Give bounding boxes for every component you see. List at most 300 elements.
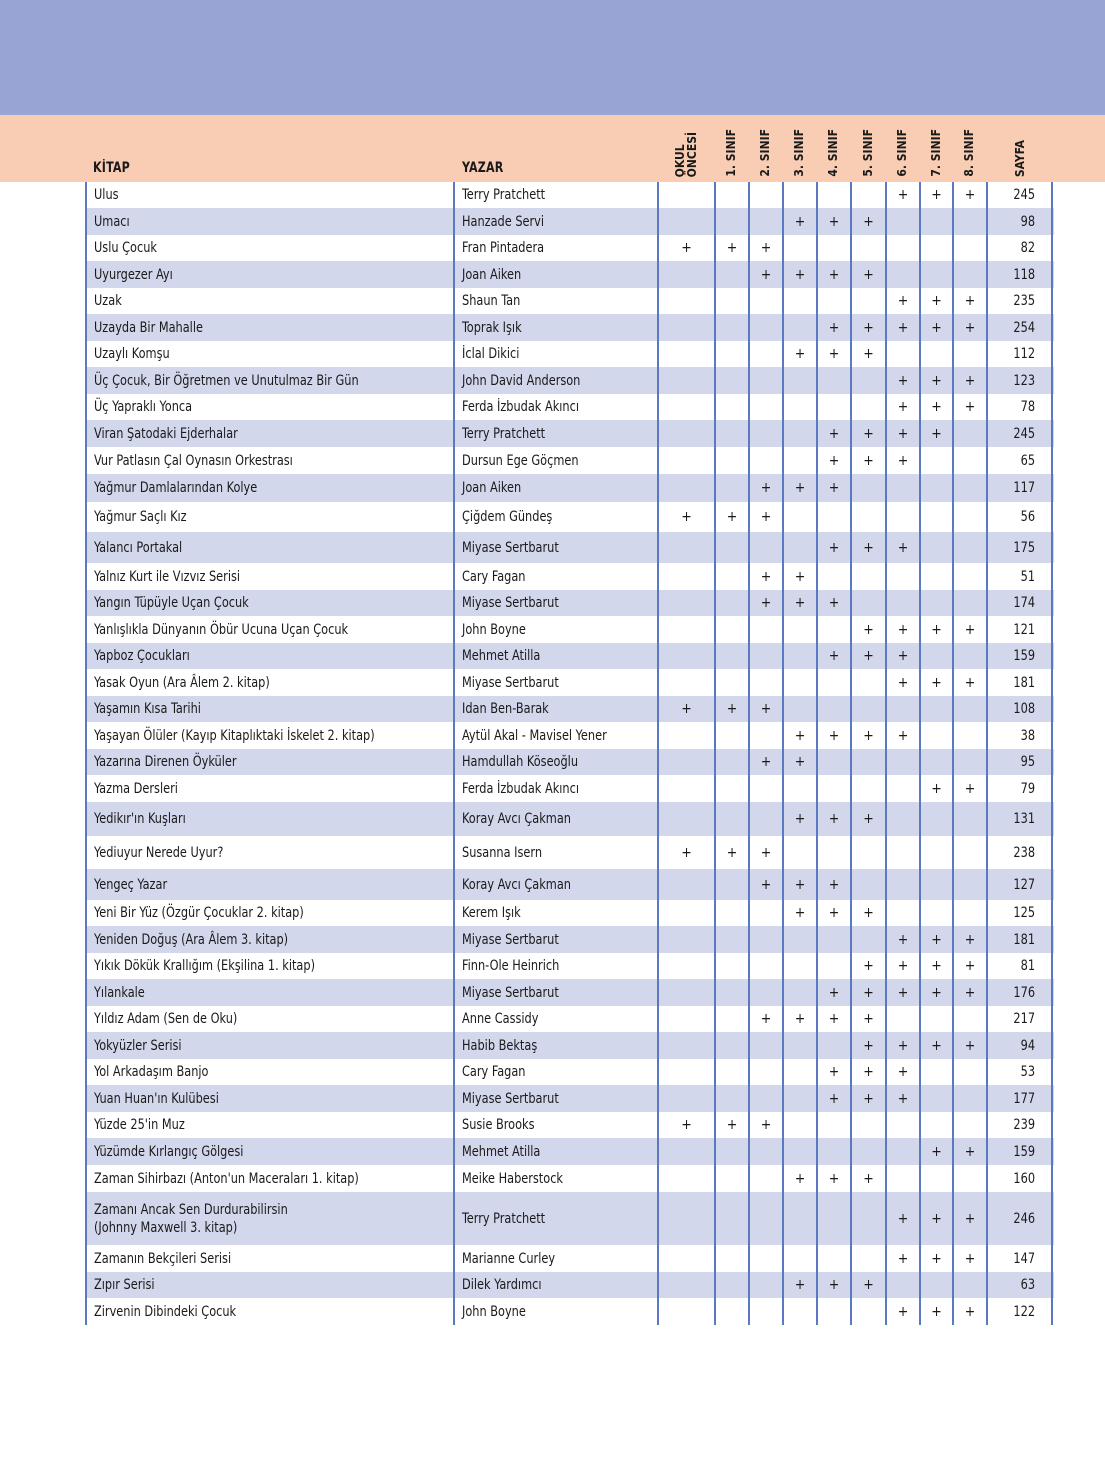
- grade-cell: [919, 802, 952, 836]
- grade-cell: [885, 643, 919, 669]
- book-title-cell: [85, 953, 453, 979]
- table-row: [85, 1085, 1054, 1112]
- grade-cell: [885, 869, 919, 900]
- book-title-cell: [85, 288, 453, 314]
- book-title-cell: [85, 869, 453, 900]
- grade-cell: [816, 869, 850, 900]
- page-count-cell: [986, 775, 1053, 802]
- grade-cell: [714, 314, 748, 341]
- book-title-cell: [85, 447, 453, 474]
- column-header-grade-label: 1. SINIF: [724, 129, 738, 177]
- grade-cell: [952, 420, 986, 447]
- grade-cell: [952, 1245, 986, 1272]
- column-header-yazar: YAZAR: [462, 160, 504, 176]
- grade-mark: +: [931, 621, 942, 638]
- table-row: [85, 1032, 1054, 1059]
- table-row: [85, 900, 1054, 926]
- grade-cell: [748, 749, 782, 775]
- column-header-grade-label: 6. SINIF: [895, 129, 909, 177]
- grade-cell: [885, 420, 919, 447]
- table-row: [85, 447, 1054, 474]
- grade-mark: +: [794, 1277, 806, 1293]
- author-cell: [453, 420, 657, 447]
- grade-cell: [748, 1138, 782, 1165]
- page-count: 131: [1013, 811, 1035, 827]
- author-cell: [453, 836, 657, 869]
- page-count-cell: [986, 749, 1053, 775]
- grade-mark: +: [828, 1277, 840, 1293]
- table-row: [85, 1192, 1054, 1245]
- grade-cell: [850, 1059, 885, 1085]
- grade-cell: [816, 953, 850, 979]
- book-table: [85, 182, 1054, 1325]
- book-title-cell: [85, 208, 453, 235]
- grade-cell: [816, 1165, 850, 1192]
- grade-cell: [919, 775, 952, 802]
- grade-cell: [816, 1112, 850, 1138]
- grade-mark: +: [964, 1303, 976, 1320]
- author-cell: [453, 1165, 657, 1192]
- grade-cell: [919, 1085, 952, 1112]
- grade-cell: [748, 563, 782, 590]
- table-row: [85, 749, 1054, 775]
- table-row: [85, 261, 1054, 288]
- page-count: 98: [1020, 213, 1035, 230]
- grade-cell: [885, 235, 919, 261]
- grade-cell: [657, 1138, 714, 1165]
- book-title: Yapboz Çocukları: [94, 648, 190, 664]
- grade-cell: [782, 953, 816, 979]
- grade-cell: [782, 669, 816, 696]
- table-row: [85, 235, 1054, 261]
- author-cell: [453, 314, 657, 341]
- grade-cell: [850, 447, 885, 474]
- grade-mark: +: [863, 346, 874, 362]
- page-count-cell: [986, 341, 1053, 367]
- column-header-grade-label: 8. SINIF: [962, 129, 976, 177]
- grade-cell: [657, 367, 714, 394]
- grade-cell: [850, 926, 885, 953]
- grade-mark: +: [726, 240, 738, 256]
- grade-cell: [782, 1032, 816, 1059]
- author-cell: [453, 669, 657, 696]
- page-count: 235: [1013, 293, 1035, 309]
- grade-cell: [657, 643, 714, 669]
- grade-cell: [748, 314, 782, 341]
- grade-cell: [952, 532, 986, 563]
- grade-cell: [657, 775, 714, 802]
- grade-cell: [657, 1085, 714, 1112]
- book-title: Umacı: [94, 213, 130, 230]
- grade-mark: +: [828, 480, 840, 496]
- grade-cell: [782, 394, 816, 420]
- grade-cell: [816, 288, 850, 314]
- grade-cell: [850, 532, 885, 563]
- page-count-cell: [986, 1298, 1053, 1325]
- author-name: Aytül Akal - Mavisel Yener: [462, 727, 607, 744]
- grade-cell: [885, 749, 919, 775]
- page-count: 108: [1013, 701, 1035, 717]
- author-cell: [453, 696, 657, 722]
- grade-cell: [952, 288, 986, 314]
- grade-cell: [816, 979, 850, 1006]
- grade-cell: [748, 616, 782, 643]
- grade-cell: [657, 1272, 714, 1298]
- grade-cell: [850, 590, 885, 616]
- grade-cell: [919, 314, 952, 341]
- grade-mark: +: [794, 876, 806, 893]
- grade-mark: +: [931, 1303, 942, 1320]
- author-name: Ferda İzbudak Akıncı: [462, 399, 580, 415]
- grade-cell: [748, 1165, 782, 1192]
- grade-cell: [782, 869, 816, 900]
- grade-cell: [782, 775, 816, 802]
- grade-mark: +: [681, 509, 692, 525]
- author-cell: [453, 1245, 657, 1272]
- author-cell: [453, 1006, 657, 1032]
- grade-cell: [919, 979, 952, 1006]
- grade-cell: [782, 590, 816, 616]
- author-name: Finn-Ole Heinrich: [462, 958, 560, 974]
- author-name: Susanna Isern: [462, 844, 543, 861]
- grade-mark: +: [863, 213, 874, 230]
- grade-cell: [952, 722, 986, 749]
- grade-cell: [952, 1298, 986, 1325]
- grade-mark: +: [897, 984, 909, 1001]
- grade-cell: [816, 261, 850, 288]
- grade-mark: +: [828, 425, 840, 442]
- book-title: Yuan Huan'ın Kulübesi: [94, 1090, 219, 1107]
- author-cell: [453, 953, 657, 979]
- grade-cell: [657, 722, 714, 749]
- page-count: 176: [1013, 984, 1035, 1001]
- table-row: [85, 1298, 1054, 1325]
- grade-cell: [919, 643, 952, 669]
- grade-cell: [919, 420, 952, 447]
- grade-cell: [885, 802, 919, 836]
- author-name: John Boyne: [462, 621, 526, 638]
- table-row: [85, 182, 1054, 208]
- column-header-grade: [816, 115, 850, 177]
- grade-cell: [657, 1059, 714, 1085]
- grade-cell: [748, 836, 782, 869]
- book-title: Yaşayan Ölüler (Kayıp Kitaplıktaki İskelet 2. kitap): [94, 727, 375, 744]
- grade-mark: +: [863, 539, 874, 556]
- page-count: 160: [1013, 1170, 1035, 1187]
- grade-cell: [952, 836, 986, 869]
- grade-cell: [850, 802, 885, 836]
- grade-cell: [919, 288, 952, 314]
- grade-mark: +: [897, 1037, 909, 1054]
- book-title: Yazma Dersleri: [94, 780, 178, 797]
- book-title-cell: [85, 979, 453, 1006]
- page-count: 245: [1013, 187, 1035, 203]
- book-title: Üç Çocuk, Bir Öğretmen ve Unutulmaz Bir Gün: [94, 372, 359, 389]
- grade-mark: +: [931, 319, 942, 336]
- book-title: Yağmur Saçlı Kız: [94, 509, 187, 525]
- grade-cell: [657, 900, 714, 926]
- grade-cell: [816, 1085, 850, 1112]
- book-title-cell: [85, 696, 453, 722]
- book-title-cell: [85, 722, 453, 749]
- grade-cell: [714, 502, 748, 532]
- grade-mark: +: [964, 674, 976, 691]
- grade-cell: [748, 474, 782, 502]
- grade-cell: [748, 235, 782, 261]
- grade-cell: [816, 1138, 850, 1165]
- grade-cell: [748, 669, 782, 696]
- grade-cell: [885, 367, 919, 394]
- grade-mark: +: [863, 1277, 874, 1293]
- grade-cell: [748, 1192, 782, 1245]
- grade-cell: [816, 590, 850, 616]
- book-title: Yeni Bir Yüz (Özgür Çocuklar 2. kitap): [94, 905, 304, 921]
- author-cell: [453, 182, 657, 208]
- grade-cell: [714, 394, 748, 420]
- grade-cell: [657, 235, 714, 261]
- grade-mark: +: [681, 701, 692, 717]
- book-title-cell: [85, 1192, 453, 1245]
- grade-mark: +: [964, 1210, 976, 1227]
- grade-cell: [850, 836, 885, 869]
- grade-cell: [919, 749, 952, 775]
- grade-cell: [714, 261, 748, 288]
- page-count: 38: [1020, 727, 1035, 744]
- book-title: Yüzümde Kırlangıç Gölgesi: [94, 1143, 244, 1160]
- page-count: 217: [1013, 1011, 1035, 1027]
- grade-cell: [714, 749, 748, 775]
- grade-cell: [714, 722, 748, 749]
- author-name: Meike Haberstock: [462, 1170, 563, 1187]
- book-title: Yedikır'ın Kuşları: [94, 811, 186, 827]
- book-title-cell: [85, 1272, 453, 1298]
- page-count: 254: [1013, 319, 1035, 336]
- author-cell: [453, 1112, 657, 1138]
- grade-mark: +: [964, 399, 976, 415]
- grade-mark: +: [760, 509, 772, 525]
- author-name: Idan Ben-Barak: [462, 701, 549, 717]
- grade-cell: [782, 836, 816, 869]
- book-title: Yüzde 25'in Muz: [94, 1117, 185, 1133]
- author-cell: [453, 1272, 657, 1298]
- grade-mark: +: [760, 844, 772, 861]
- grade-cell: [919, 182, 952, 208]
- grade-mark: +: [863, 452, 874, 469]
- grade-mark: +: [897, 187, 909, 203]
- grade-mark: +: [681, 240, 692, 256]
- grade-cell: [782, 563, 816, 590]
- grade-cell: [952, 261, 986, 288]
- table-row: [85, 474, 1054, 502]
- book-title-cell: [85, 749, 453, 775]
- grade-cell: [885, 979, 919, 1006]
- page-count: 246: [1013, 1210, 1035, 1227]
- book-title-cell: [85, 474, 453, 502]
- grade-cell: [657, 802, 714, 836]
- grade-mark: +: [897, 293, 909, 309]
- author-name: Mehmet Atilla: [462, 1143, 541, 1160]
- grade-cell: [782, 367, 816, 394]
- grade-mark: +: [760, 266, 772, 283]
- grade-cell: [919, 235, 952, 261]
- grade-cell: [919, 447, 952, 474]
- grade-cell: [816, 749, 850, 775]
- grade-mark: +: [681, 1117, 692, 1133]
- grade-mark: +: [897, 372, 909, 389]
- grade-cell: [714, 341, 748, 367]
- grade-mark: +: [863, 319, 874, 336]
- grade-cell: [782, 341, 816, 367]
- grade-mark: +: [931, 984, 942, 1001]
- grade-mark: +: [964, 984, 976, 1001]
- grade-cell: [850, 1272, 885, 1298]
- grade-mark: +: [931, 372, 942, 389]
- page-count: 117: [1013, 480, 1035, 496]
- page-count: 63: [1020, 1277, 1035, 1293]
- grade-mark: +: [897, 931, 909, 948]
- book-title-cell: [85, 900, 453, 926]
- grade-cell: [850, 261, 885, 288]
- book-title-cell: [85, 314, 453, 341]
- grade-cell: [919, 208, 952, 235]
- grade-cell: [657, 1245, 714, 1272]
- grade-cell: [885, 532, 919, 563]
- book-title-cell: [85, 182, 453, 208]
- grade-cell: [885, 775, 919, 802]
- grade-mark: +: [863, 1037, 874, 1054]
- grade-cell: [885, 474, 919, 502]
- grade-cell: [952, 208, 986, 235]
- author-name: Miyase Sertbarut: [462, 984, 559, 1001]
- book-title: Yokyüzler Serisi: [94, 1037, 182, 1054]
- page-count-cell: [986, 1085, 1053, 1112]
- grade-cell: [657, 869, 714, 900]
- grade-cell: [657, 261, 714, 288]
- grade-cell: [816, 314, 850, 341]
- grade-mark: +: [863, 958, 874, 974]
- book-title-cell: [85, 836, 453, 869]
- grade-mark: +: [964, 1143, 976, 1160]
- grade-mark: +: [828, 1090, 840, 1107]
- page-count: 81: [1020, 958, 1035, 974]
- grade-cell: [714, 367, 748, 394]
- page-count-cell: [986, 953, 1053, 979]
- grade-cell: [782, 1165, 816, 1192]
- grade-cell: [885, 288, 919, 314]
- book-title-cell: [85, 775, 453, 802]
- grade-cell: [919, 1006, 952, 1032]
- grade-cell: [714, 953, 748, 979]
- grade-cell: [782, 261, 816, 288]
- grade-cell: [850, 314, 885, 341]
- grade-cell: [952, 590, 986, 616]
- grade-cell: [748, 643, 782, 669]
- grade-cell: [748, 696, 782, 722]
- book-title-cell: [85, 643, 453, 669]
- table-row: [85, 590, 1054, 616]
- grade-cell: [748, 447, 782, 474]
- author-name: Susie Brooks: [462, 1117, 535, 1133]
- grade-cell: [850, 1245, 885, 1272]
- grade-mark: +: [760, 480, 772, 496]
- grade-mark: +: [931, 1250, 942, 1267]
- grade-cell: [657, 1112, 714, 1138]
- grade-cell: [657, 447, 714, 474]
- book-title: Yediuyur Nerede Uyur?: [94, 844, 224, 861]
- grade-cell: [952, 869, 986, 900]
- grade-mark: +: [863, 425, 874, 442]
- page-count: 78: [1020, 399, 1035, 415]
- grade-cell: [850, 235, 885, 261]
- author-cell: [453, 643, 657, 669]
- grade-mark: +: [760, 876, 772, 893]
- author-cell: [453, 802, 657, 836]
- page-count: 53: [1020, 1064, 1035, 1080]
- grade-mark: +: [794, 811, 806, 827]
- grade-mark: +: [897, 621, 909, 638]
- author-cell: [453, 288, 657, 314]
- grade-cell: [952, 474, 986, 502]
- grade-cell: [850, 1006, 885, 1032]
- book-title: Uzaylı Komşu: [94, 346, 170, 362]
- author-cell: [453, 1138, 657, 1165]
- grade-mark: +: [681, 844, 692, 861]
- grade-cell: [816, 643, 850, 669]
- table-row: [85, 208, 1054, 235]
- grade-cell: [885, 1032, 919, 1059]
- grade-cell: [748, 420, 782, 447]
- author-cell: [453, 261, 657, 288]
- book-title: Yıldız Adam (Sen de Oku): [94, 1011, 238, 1027]
- grade-cell: [782, 1059, 816, 1085]
- grade-cell: [714, 1245, 748, 1272]
- grade-cell: [748, 775, 782, 802]
- grade-cell: [885, 1272, 919, 1298]
- author-cell: [453, 616, 657, 643]
- book-title: Yılankale: [94, 984, 145, 1001]
- grade-mark: +: [794, 480, 806, 496]
- page-count-cell: [986, 926, 1053, 953]
- grade-mark: +: [897, 1303, 909, 1320]
- grade-cell: [714, 288, 748, 314]
- grade-mark: +: [726, 1117, 738, 1133]
- grade-mark: +: [828, 266, 840, 283]
- grade-cell: [748, 1298, 782, 1325]
- author-name: Joan Aiken: [462, 480, 522, 496]
- grade-mark: +: [828, 727, 840, 744]
- grade-cell: [782, 420, 816, 447]
- page-count-cell: [986, 208, 1053, 235]
- author-name: Cary Fagan: [462, 568, 526, 585]
- column-header-grade-label: 7. SINIF: [928, 129, 943, 177]
- grade-cell: [952, 1192, 986, 1245]
- book-title: Yanlışlıkla Dünyanın Öbür Ucuna Uçan Çocuk: [94, 621, 349, 638]
- grade-mark: +: [760, 701, 772, 717]
- grade-mark: +: [760, 595, 772, 611]
- grade-cell: [952, 643, 986, 669]
- grade-cell: [714, 208, 748, 235]
- grade-cell: [885, 669, 919, 696]
- page-count-cell: [986, 900, 1053, 926]
- grade-mark: +: [931, 1037, 942, 1054]
- table-row: [85, 616, 1054, 643]
- book-title: Yasak Oyun (Ara Âlem 2. kitap): [94, 674, 270, 691]
- grade-cell: [850, 288, 885, 314]
- grade-mark: +: [794, 266, 806, 283]
- book-title-cell: [85, 235, 453, 261]
- table-row: [85, 1138, 1054, 1165]
- grade-cell: [885, 696, 919, 722]
